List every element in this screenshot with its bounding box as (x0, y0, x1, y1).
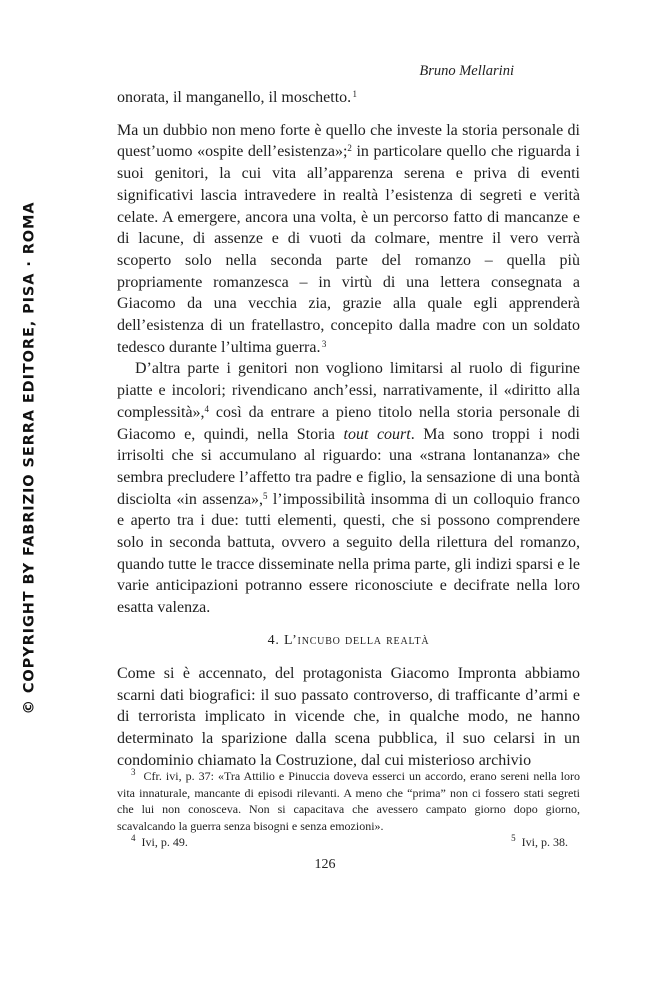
footnote-ref: 3 (321, 338, 327, 349)
footnote-row (117, 834, 580, 851)
section-heading (117, 633, 580, 649)
main-text (117, 87, 580, 771)
footnote-ref: 4 (204, 403, 210, 414)
section-title: L’incubo della realtà (284, 632, 430, 648)
copyright-sidebar (17, 178, 41, 738)
running-head: Bruno Mellarini (419, 63, 514, 79)
footnote-ref: 1 (352, 89, 358, 99)
footnote-3: $^3$ Cfr. ivi, p. 37: «Tra Attilio e Pinuccia doveva esserci un accordo, erano sereni nella loro vita innaturale, mancante di episodi rilevanti. A meno che “prima” non ci fossero stati segreti che lui non conosceva. Non si capacitava che avessero campato giorno dopo giorno, scavalcando la guerra senza bisogni e senza emozioni». (117, 767, 580, 833)
footnote-4: $^4$ Ivi, p. 49. (131, 833, 188, 850)
paragraph: D’altra parte i genitori non vogliono limitarsi al ruolo di figurine piatte e incolori; rivendicano anch’essi, narrativamente, il «diritto alla complessità»,$^4$ così da entrare a pieno titolo nella storia personale di Giacomo e, quindi, nella Storia tout court. Ma sono troppi i nodi irrisolti che si accumulano al riguardo: una «strana lontananza» che sembra precludere l’affetto tra padre e figlio, la sensazione di una bontà disciolta «in assenza»,$^5$ l’impossibilità insomma di un colloquio franco e aperto tra i due: tutti elementi, questi, che si possono comprendere solo in seconda battuta, ovvero a seguito della rilettura del romanzo, quando tutte le tracce disseminate nella prima parte, gli indizi sparsi e le varie anticipazioni potranno essere riconosciute e decifrate nella loro esatta valenza. (117, 360, 580, 617)
copyright-notice: © COPYRIGHT BY FABRIZIO SERRA EDITORE, PISA · ROMA (21, 201, 38, 715)
paragraph-continuation: onorata, il manganello, il moschetto. $^1$ (117, 89, 358, 106)
paragraph: Come si è accennato, del protagonista Giacomo Impronta abbiamo scarni dati biografici: il suo passato controverso, di trafficante d’armi e di terrorista implicato in vicende che, in qualche modo, ne hanno determinato la sparizione dalla scena pubblica, il suo celarsi in un condominio chiamato la Costruzione, dal cui misterioso archivio (117, 664, 580, 769)
footnotes (117, 768, 580, 851)
section-number: 4. (267, 632, 280, 648)
page-number: 126 (314, 857, 336, 872)
footnote-ref: 2 (347, 143, 352, 154)
paragraph: Ma un dubbio non meno forte è quello che investe la storia personale di quest’uomo «ospite dell’esistenza»;$^2$ in particolare quello che riguarda i suoi genitori, la cui vita all’apparenza serena e priva di eventi significativi lascia intravedere in realtà l’esistenza di segreti e verità celate. A emergere, ancora una volta, è un percorso fatto di mancanze e di lacune, di assenze e di vuoti da colmare, mentre il vero verrà scoperto solo nella seconda parte del romanzo – quella più propriamente romanzesca – in virtù di una lettera consegnata a Giacomo da una vecchia zia, grazie alla quale egli apprenderà dell’esistenza di un fratellastro, concepito dalla madre con un soldato tedesco durante l’ultima guerra. $^3$ (117, 121, 580, 356)
footnote-5: $^5$ Ivi, p. 38. (511, 833, 568, 850)
footnote-ref: 5 (263, 490, 268, 501)
